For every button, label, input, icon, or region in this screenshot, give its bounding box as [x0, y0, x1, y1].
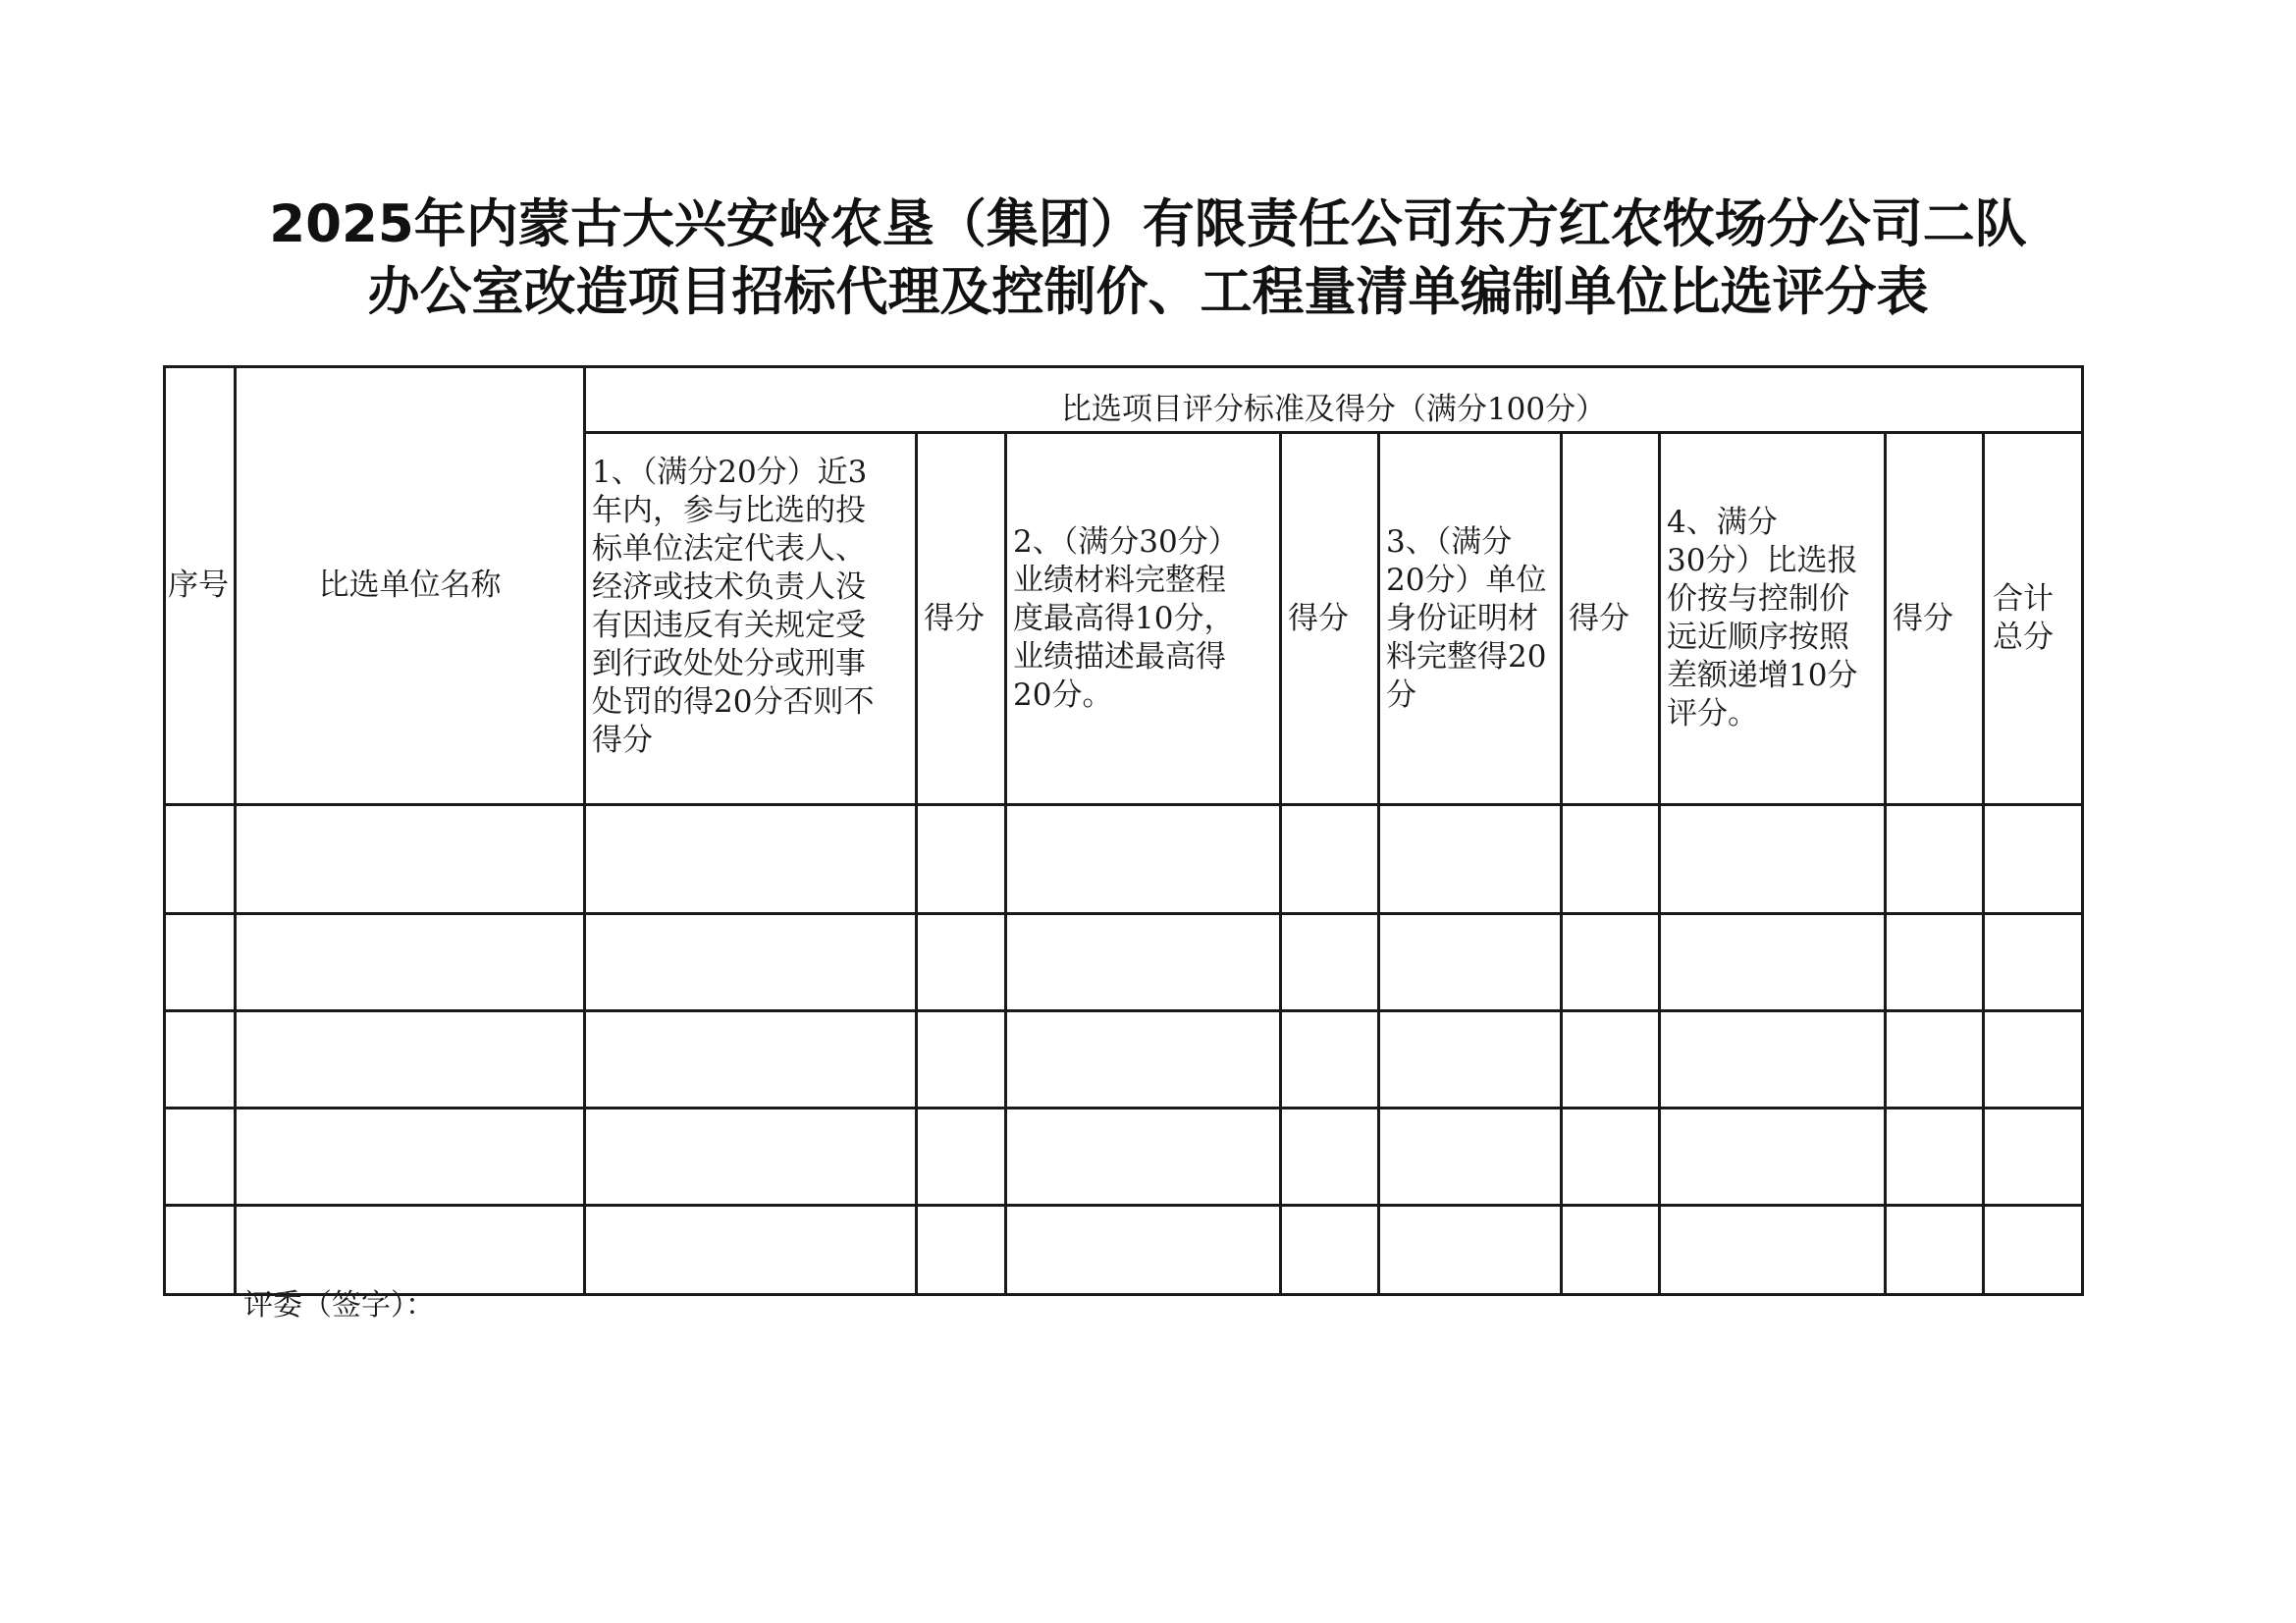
cell-criterion-2-blank: [1006, 1206, 1281, 1295]
table-row: [165, 805, 2083, 914]
criterion-text-line: 业绩描述最高得: [1013, 638, 1226, 675]
cell-unit-name[interactable]: [236, 1011, 585, 1109]
cell-total[interactable]: [1984, 805, 2083, 914]
cell-criterion-1-blank: [585, 1206, 917, 1295]
scoring-table: [163, 365, 2084, 1296]
col-header-index: 序号: [165, 367, 236, 805]
cell-criterion-4-blank: [1660, 805, 1886, 914]
criterion-text-line: 身份证明材: [1386, 600, 1538, 636]
cell-score-1[interactable]: [917, 1109, 1006, 1206]
cell-criterion-4-blank: [1660, 1011, 1886, 1109]
cell-criterion-1-blank: [585, 1011, 917, 1109]
criterion-text-line: 3、（满分: [1386, 523, 1513, 560]
cell-score-1[interactable]: [917, 805, 1006, 914]
criterion-text-line: 得分: [592, 723, 653, 758]
cell-index[interactable]: [165, 805, 236, 914]
col-header-score-2: 得分: [1281, 433, 1379, 805]
cell-criterion-2-blank: [1006, 914, 1281, 1011]
cell-score-2[interactable]: [1281, 1011, 1379, 1109]
cell-total[interactable]: [1984, 914, 2083, 1011]
cell-index[interactable]: [165, 1206, 236, 1295]
criterion-text-line: 处罚的得20分否则不: [592, 684, 875, 720]
table-row: [165, 1011, 2083, 1109]
cell-criterion-4-blank: [1660, 1109, 1886, 1206]
cell-score-4[interactable]: [1886, 1011, 1984, 1109]
group-header-criteria: 比选项目评分标准及得分（满分100分）: [585, 367, 2083, 433]
col-header-score-4: 得分: [1886, 433, 1984, 805]
criterion-text-line: 到行政处处分或刑事: [592, 646, 866, 681]
criterion-text-line: 料完整得20: [1386, 638, 1547, 675]
criterion-text-line: 分: [1386, 676, 1416, 713]
criterion-text-line: 年内，参与比选的投: [592, 493, 866, 528]
cell-score-3[interactable]: [1562, 1011, 1660, 1109]
criterion-4-text: [1667, 504, 1878, 733]
cell-score-1[interactable]: [917, 1011, 1006, 1109]
col-header-score-3: 得分: [1562, 433, 1660, 805]
cell-score-2[interactable]: [1281, 1206, 1379, 1295]
table-header-row-1: [165, 367, 2083, 433]
table-row: [165, 1109, 2083, 1206]
criterion-text-line: 30分）比选报: [1667, 543, 1858, 578]
cell-criterion-3-blank: [1379, 805, 1562, 914]
cell-unit-name[interactable]: [236, 1109, 585, 1206]
cell-criterion-3-blank: [1379, 1109, 1562, 1206]
judge-signature-label: 评委（签字）：: [243, 1288, 435, 1323]
cell-score-4[interactable]: [1886, 1206, 1984, 1295]
cell-score-4[interactable]: [1886, 805, 1984, 914]
cell-total[interactable]: [1984, 1011, 2083, 1109]
cell-criterion-3-blank: [1379, 914, 1562, 1011]
total-label-line-2: 总分: [1993, 620, 2054, 655]
criterion-2-text: [1013, 523, 1273, 715]
cell-score-3[interactable]: [1562, 914, 1660, 1011]
col-header-score-1: 得分: [917, 433, 1006, 805]
cell-criterion-2-blank: [1006, 1011, 1281, 1109]
document-title-line-2: 办公室改造项目招标代理及控制价、工程量清单编制单位比选评分表: [367, 262, 1929, 322]
cell-criterion-4-blank: [1660, 1206, 1886, 1295]
col-header-total: [1984, 433, 2083, 805]
cell-criterion-2-blank: [1006, 805, 1281, 914]
cell-score-4[interactable]: [1886, 914, 1984, 1011]
criterion-3-text: [1386, 523, 1554, 715]
criterion-text-line: 经济或技术负责人没: [592, 569, 866, 605]
total-label-line-1: 合计: [1993, 581, 2054, 617]
cell-criterion-1-blank: [585, 805, 917, 914]
criterion-4: [1660, 433, 1886, 805]
cell-score-1[interactable]: [917, 914, 1006, 1011]
cell-total[interactable]: [1984, 1109, 2083, 1206]
criterion-text-line: 差额递增10分: [1667, 658, 1858, 693]
criterion-text-line: 标单位法定代表人、: [592, 531, 866, 567]
cell-criterion-3-blank: [1379, 1206, 1562, 1295]
cell-score-2[interactable]: [1281, 914, 1379, 1011]
criterion-text-line: 20分。: [1013, 676, 1113, 713]
cell-criterion-1-blank: [585, 914, 917, 1011]
cell-criterion-4-blank: [1660, 914, 1886, 1011]
criterion-text-line: 有因违反有关规定受: [592, 608, 866, 643]
cell-unit-name[interactable]: [236, 805, 585, 914]
col-header-unit-name: 比选单位名称: [236, 367, 585, 805]
cell-index[interactable]: [165, 914, 236, 1011]
criterion-1: [585, 433, 917, 805]
cell-score-3[interactable]: [1562, 1206, 1660, 1295]
cell-score-1[interactable]: [917, 1206, 1006, 1295]
criterion-3: [1379, 433, 1562, 805]
criterion-text-line: 评分。: [1667, 696, 1758, 731]
table-row: [165, 1206, 2083, 1295]
cell-score-4[interactable]: [1886, 1109, 1984, 1206]
cell-index[interactable]: [165, 1109, 236, 1206]
cell-score-2[interactable]: [1281, 1109, 1379, 1206]
table-row: [165, 914, 2083, 1011]
criterion-1-text: [592, 454, 909, 760]
criterion-text-line: 远近顺序按照: [1667, 620, 1849, 655]
criterion-text-line: 1、（满分20分）近3: [592, 455, 868, 490]
cell-score-3[interactable]: [1562, 1109, 1660, 1206]
cell-criterion-1-blank: [585, 1109, 917, 1206]
criterion-text-line: 4、满分: [1667, 505, 1778, 540]
cell-index[interactable]: [165, 1011, 236, 1109]
criterion-text-line: 2、（满分30分）: [1013, 523, 1239, 560]
cell-score-3[interactable]: [1562, 805, 1660, 914]
cell-criterion-3-blank: [1379, 1011, 1562, 1109]
cell-score-2[interactable]: [1281, 805, 1379, 914]
criterion-text-line: 业绩材料完整程: [1013, 562, 1226, 598]
criterion-text-line: 度最高得10分，: [1013, 600, 1235, 636]
cell-total[interactable]: [1984, 1206, 2083, 1295]
criterion-text-line: 20分）单位: [1386, 562, 1547, 598]
cell-unit-name[interactable]: [236, 914, 585, 1011]
document-title-line-1: 2025年内蒙古大兴安岭农垦（集团）有限责任公司东方红农牧场分公司二队: [269, 194, 2027, 254]
cell-criterion-2-blank: [1006, 1109, 1281, 1206]
criterion-2: [1006, 433, 1281, 805]
criterion-text-line: 价按与控制价: [1667, 581, 1849, 617]
